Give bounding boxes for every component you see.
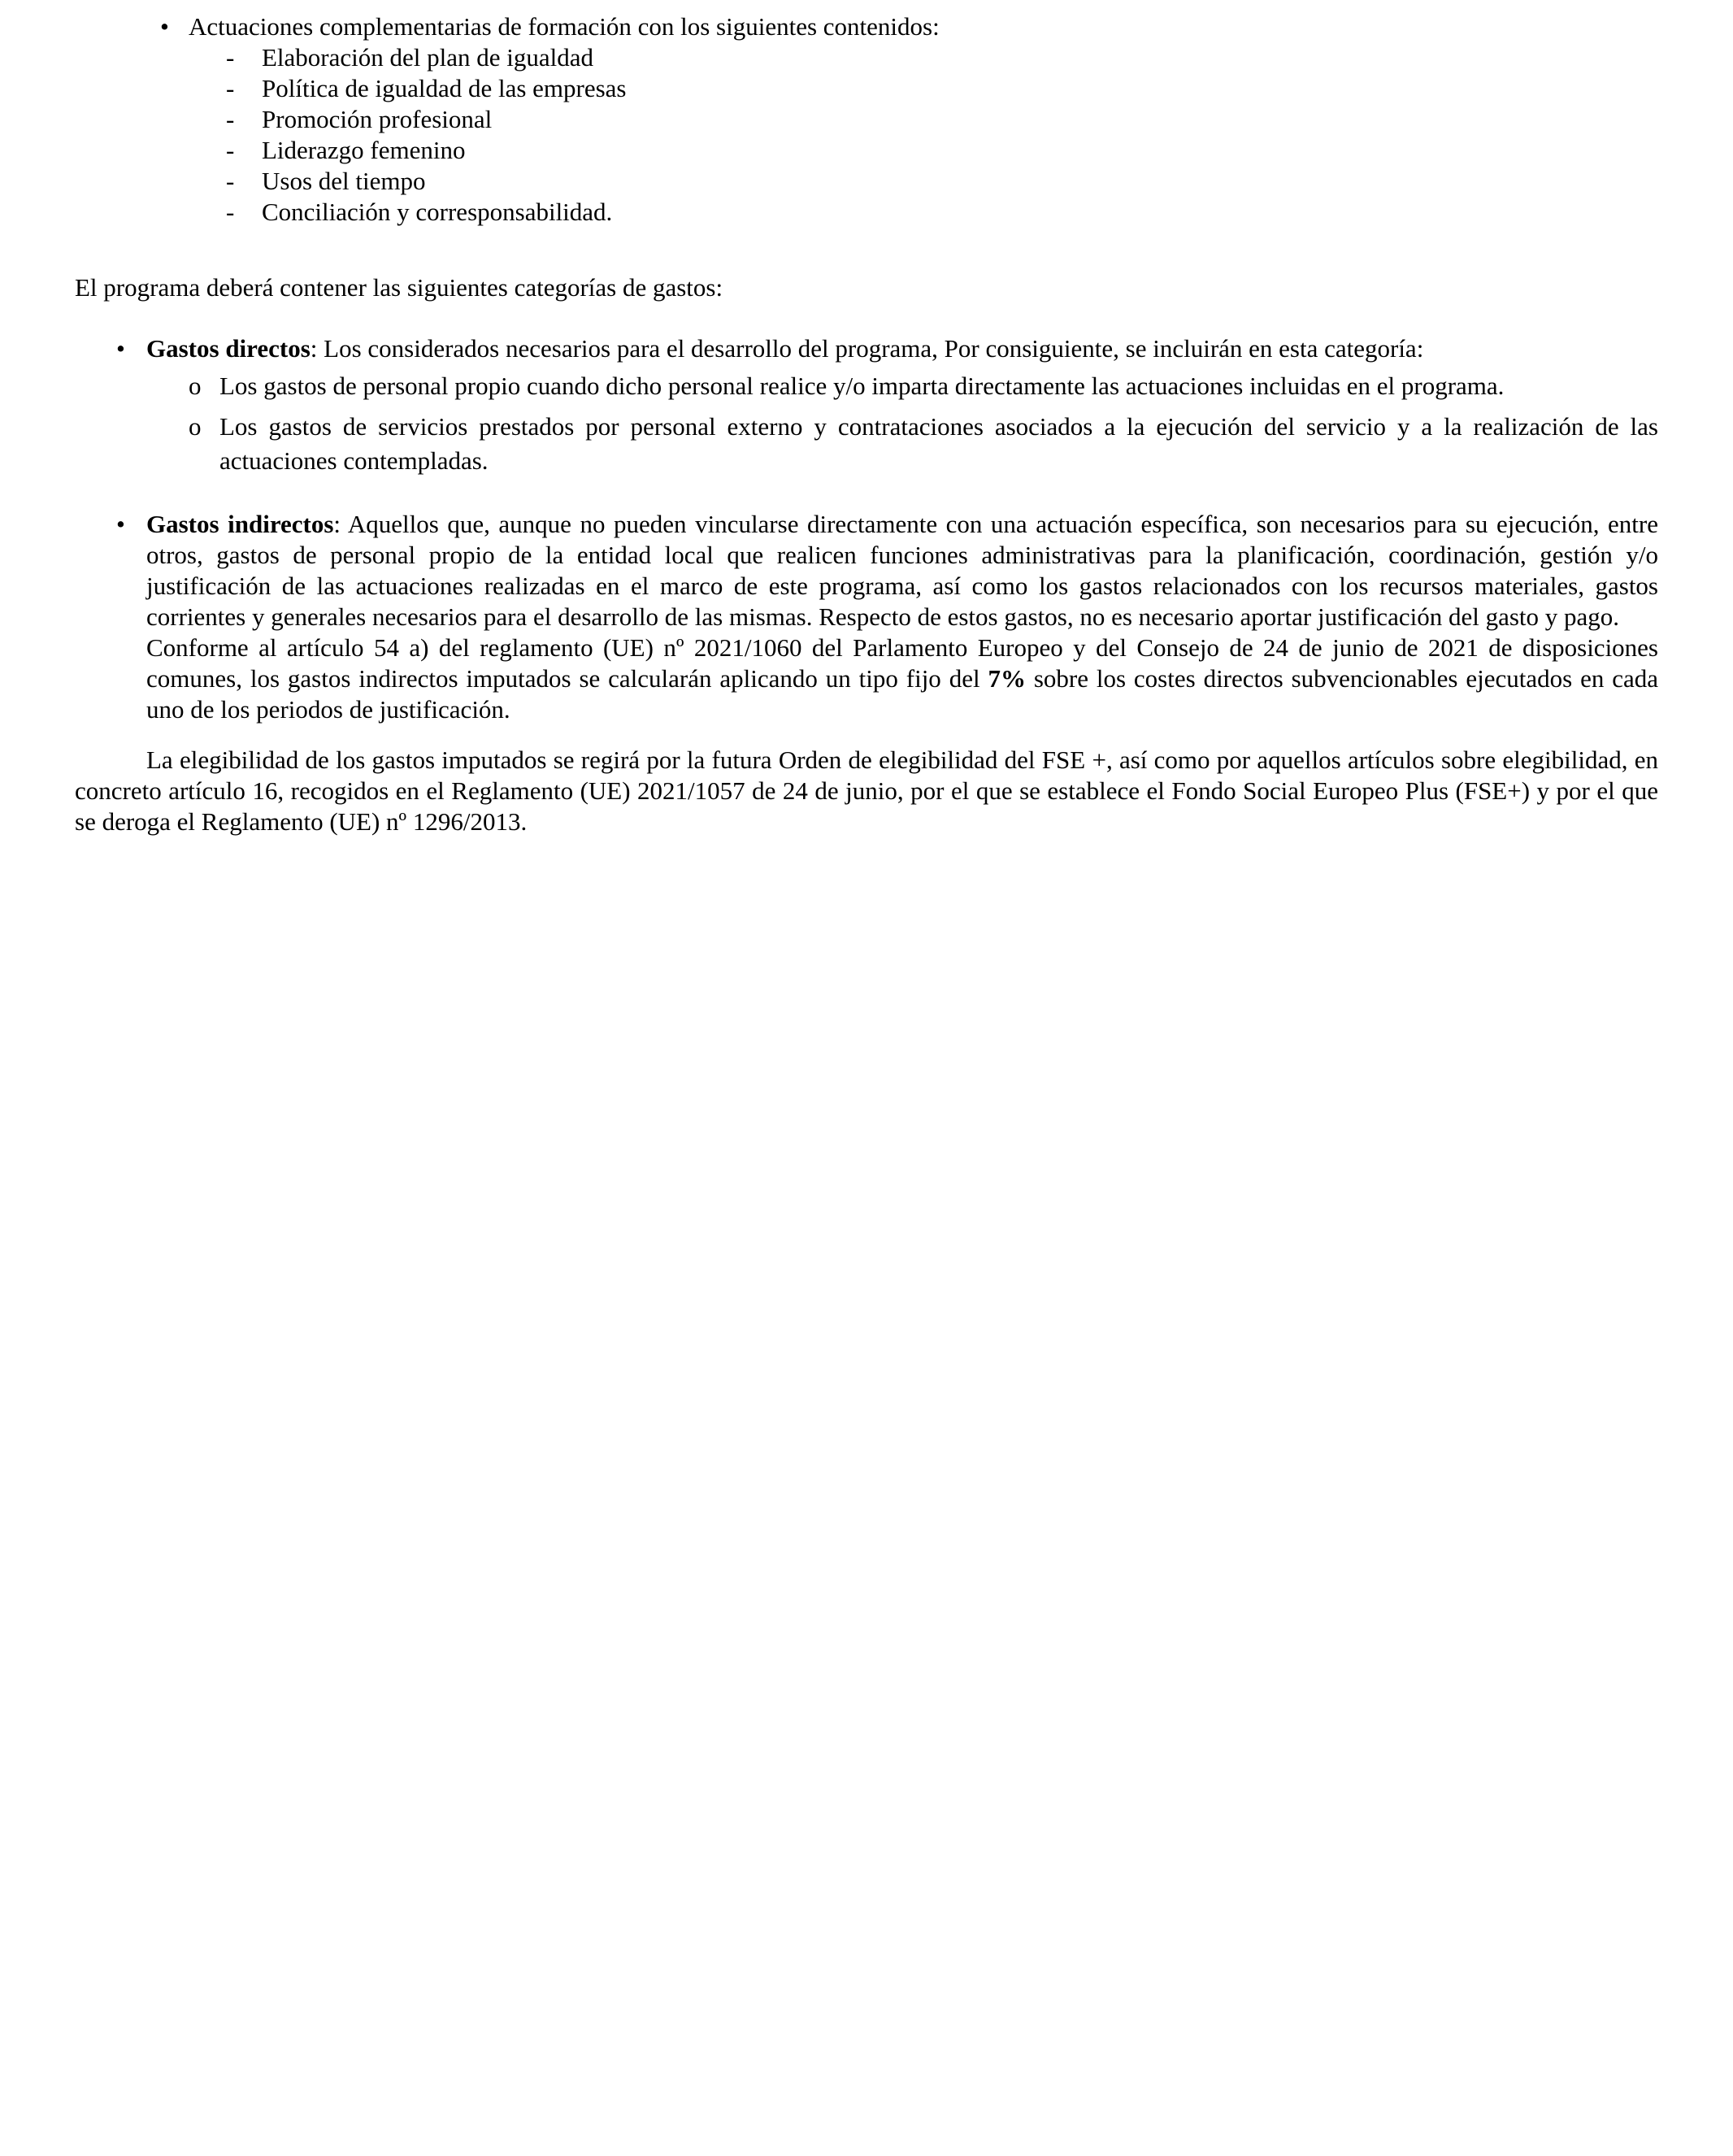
dash-marker: -: [226, 167, 235, 195]
gastos-indirectos-paragraph-1: [146, 509, 1658, 632]
closing-paragraph: La elegibilidad de los gastos imputados se regirá por la futura Orden de elegibilidad del FSE +, así como por aquellos artículos sobre elegibilidad, en concreto artículo 16, recogidos en el Reglamento (UE) 2021/1057 de 24 de junio, por el que se establece el Fondo Social Europeo Plus (FSE+) y por el que se deroga el Reglamento (UE) nº 1296/2013.: [75, 745, 1658, 836]
list-item: [226, 135, 1658, 166]
gastos-directos-label: Gastos directos: [146, 334, 311, 363]
list-item-text: Los gastos de personal propio cuando dicho personal realice y/o imparta directamente las actuaciones incluidas en el programa.: [219, 372, 1505, 400]
list-item-text: Promoción profesional: [262, 105, 493, 133]
paragraph-text: Conforme al artículo 54 a) del reglamento (UE) nº 2021/1060 del Parlamento Europeo y del Consejo de 24 de junio de 2021 de disposiciones comunes, los gastos indirectos imputados se calcularán aplicando un tipo fijo del: [146, 633, 1658, 693]
gastos-indirectos-label: Gastos indirectos: [146, 510, 334, 538]
circle-marker: o: [189, 372, 202, 400]
list-item-text: Usos del tiempo: [262, 167, 426, 195]
sub-list-gastos-directos: [75, 369, 1658, 478]
dash-marker: -: [226, 43, 235, 72]
sub-list-contenidos: [75, 42, 1658, 228]
list-item: [189, 369, 1658, 403]
list-item: [189, 410, 1658, 478]
percentage-value: 7%: [988, 664, 1026, 693]
dash-marker: -: [226, 136, 235, 164]
dash-marker: -: [226, 74, 235, 102]
list-item-gastos-indirectos: [116, 509, 1658, 725]
intro-paragraph: El programa deberá contener las siguientes categorías de gastos:: [75, 273, 723, 302]
bullet-marker: •: [160, 12, 169, 41]
list-item: [226, 104, 1658, 135]
dash-marker: -: [226, 105, 235, 133]
list-item-text: Actuaciones complementarias de formación con los siguientes contenidos:: [189, 12, 940, 41]
bullet-marker: •: [116, 510, 125, 538]
dash-marker: -: [226, 198, 235, 226]
paragraph-text: sobre los costes directos subvencionables ejecutados en cada uno de los periodos de justificación.: [146, 664, 1658, 724]
bullet-marker: •: [116, 334, 125, 363]
list-item-actuaciones: [160, 11, 1658, 42]
list-item: [226, 166, 1658, 197]
list-item-gastos-directos: [116, 333, 1658, 364]
list-item-text: Liderazgo femenino: [262, 136, 466, 164]
gastos-directos-lead: : Los considerados necesarios para el desarrollo del programa, Por consiguiente, se incluirán en esta categoría:: [310, 334, 1424, 363]
gastos-indirectos-paragraph-2: [146, 632, 1658, 725]
list-item: [226, 73, 1658, 104]
list-item-text: Política de igualdad de las empresas: [262, 74, 627, 102]
list-item-text: Conciliación y corresponsabilidad.: [262, 198, 613, 226]
list-item: [226, 197, 1658, 228]
circle-marker: o: [189, 412, 202, 441]
gastos-indirectos-text: : Aquellos que, aunque no pueden vincularse directamente con una actuación específica, son necesarios para su ejecución, entre otros, gastos de personal propio de la entidad local que realicen funciones administrativas para la planificación, coordinación, gestión y/o justificación de las actuaciones realizadas en el marco de este programa, así como los gastos relacionados con los recursos materiales, gastos corrientes y generales necesarios para el desarrollo de las mismas. Respecto de estos gastos, no es necesario aportar justificación del gasto y pago.: [146, 510, 1658, 631]
list-item-text: Elaboración del plan de igualdad: [262, 43, 594, 72]
list-item-text: Los gastos de servicios prestados por personal externo y contrataciones asociados a la ejecución del servicio y a la realización de las actuaciones contempladas.: [219, 412, 1658, 475]
list-item: [226, 42, 1658, 73]
